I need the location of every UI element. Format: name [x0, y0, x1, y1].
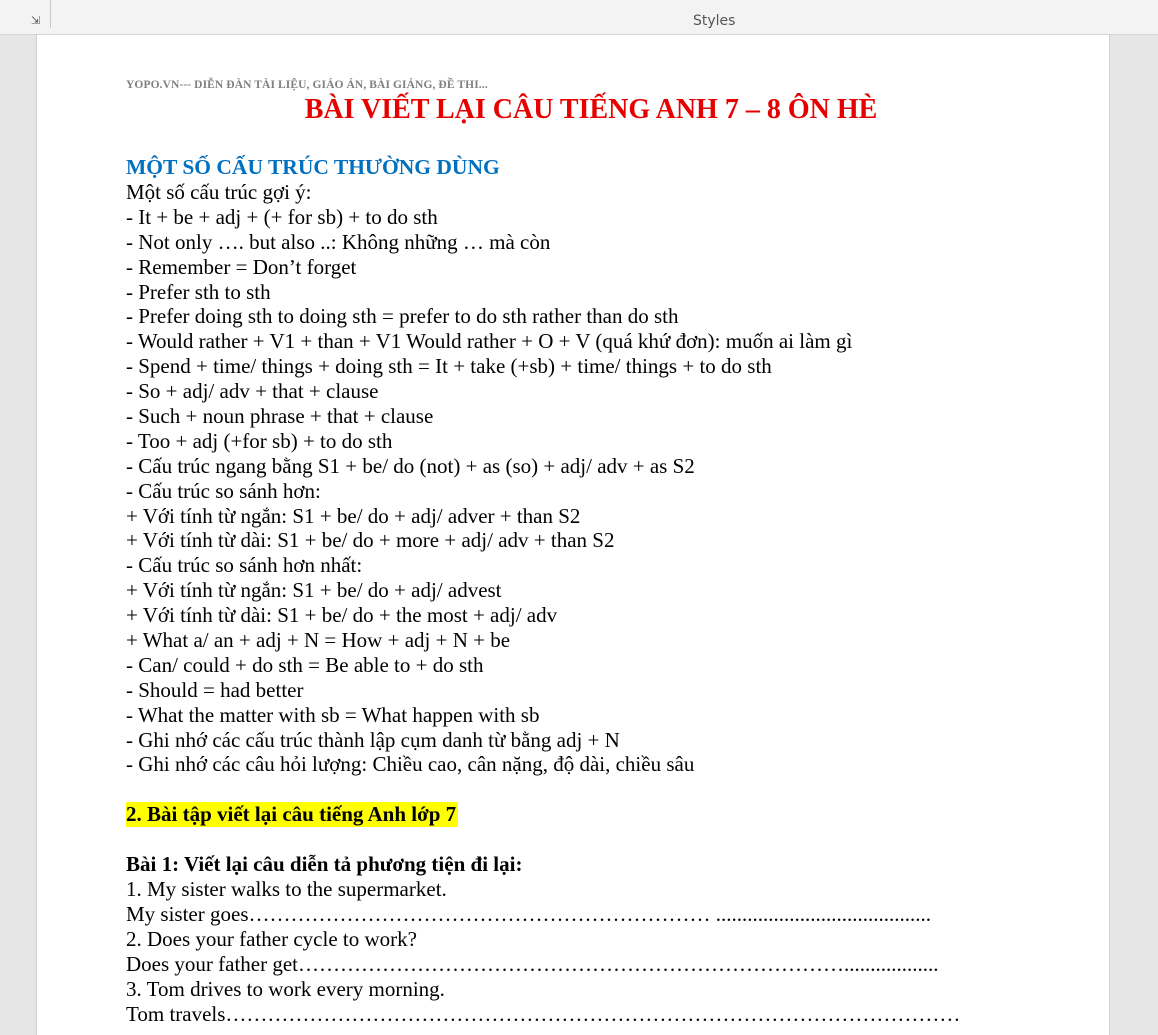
structure-list	[126, 180, 1056, 777]
page-header: YOPO.VN--- DIỄN ĐÀN TÀI LIỆU, GIÁO ÁN, BÀI GIẢNG, ĐỀ THI...	[126, 79, 488, 91]
structure-line: - Remember = Don’t forget	[126, 254, 357, 279]
structure-line: - So + adj/ adv + that + clause	[126, 379, 379, 404]
structure-line: - Ghi nhớ các câu hỏi lượng: Chiều cao, cân nặng, độ dài, chiều sâu	[126, 752, 695, 777]
exercise-line: Does your father get……………………………………………………………………..................	[126, 951, 939, 976]
structure-line: + What a/ an + adj + N = How + adj + N + be	[126, 628, 511, 653]
structure-line: - Such + noun phrase + that + clause	[126, 404, 434, 429]
structure-line: - Can/ could + do sth = Be able to + do sth	[126, 652, 484, 677]
structure-line: - Not only …. but also ..: Không những … mà còn	[126, 229, 551, 254]
exercise-line: 3. Tom drives to work every morning.	[126, 976, 445, 1001]
exercise-heading: Bài 1: Viết lại câu diễn tả phương tiện đi lại:	[126, 852, 523, 877]
structure-line: + Với tính từ ngắn: S1 + be/ do + adj/ advest	[126, 578, 502, 603]
structure-line: - Would rather + V1 + than + V1 Would rather + O + V (quá khứ đơn): muốn ai làm gì	[126, 329, 853, 354]
document-title: BÀI VIẾT LẠI CÂU TIẾNG ANH 7 – 8 ÔN HÈ	[304, 94, 878, 125]
structure-line: - Cấu trúc ngang bằng S1 + be/ do (not) + as (so) + adj/ adv + as S2	[126, 453, 695, 478]
structure-line: - Spend + time/ things + doing sth = It + take (+sb) + time/ things + to do sth	[126, 354, 772, 379]
structure-line: - Ghi nhớ các cấu trúc thành lập cụm danh từ bằng adj + N	[126, 727, 620, 752]
exercise-line: 2. Does your father cycle to work?	[126, 926, 417, 951]
structure-line: - Prefer sth to sth	[126, 279, 271, 304]
exercise-line: 1. My sister walks to the supermarket.	[126, 877, 447, 902]
section-heading-exercises: 2. Bài tập viết lại câu tiếng Anh lớp 7	[126, 802, 457, 827]
ribbon-separator	[50, 0, 51, 28]
structure-line: Một số cấu trúc gợi ý:	[126, 180, 312, 204]
exercise-line: Tom travels……………………………………………………………………………………………	[126, 1001, 961, 1026]
structure-line: - Too + adj (+for sb) + to do sth	[126, 428, 393, 453]
structure-line: - What the matter with sb = What happen with sb	[126, 702, 540, 727]
exercise-list	[126, 877, 1056, 1026]
structure-line: + Với tính từ ngắn: S1 + be/ do + adj/ adver + than S2	[126, 503, 581, 528]
structure-line: + Với tính từ dài: S1 + be/ do + the most + adj/ adv	[126, 603, 558, 628]
structure-line: - Prefer doing sth to doing sth = prefer to do sth rather than do sth	[126, 304, 679, 329]
structure-line: + Với tính từ dài: S1 + be/ do + more + adj/ adv + than S2	[126, 528, 615, 553]
structure-line: - Cấu trúc so sánh hơn nhất:	[126, 553, 363, 578]
exercise-line: My sister goes………………………………………………………… .........................................	[126, 902, 931, 927]
styles-group-label: Styles	[693, 13, 736, 29]
structure-line: - Cấu trúc so sánh hơn:	[126, 478, 321, 503]
structure-line: - Should = had better	[126, 677, 304, 702]
ribbon-bar	[0, 0, 1158, 35]
section-heading-structures: MỘT SỐ CẤU TRÚC THƯỜNG DÙNG	[126, 155, 500, 179]
document-page[interactable]	[36, 35, 1110, 1035]
dialog-launcher-icon[interactable]: ⇲	[31, 14, 41, 27]
structure-line: - It + be + adj + (+ for sb) + to do sth	[126, 204, 438, 229]
document-body[interactable]	[126, 77, 1056, 1027]
